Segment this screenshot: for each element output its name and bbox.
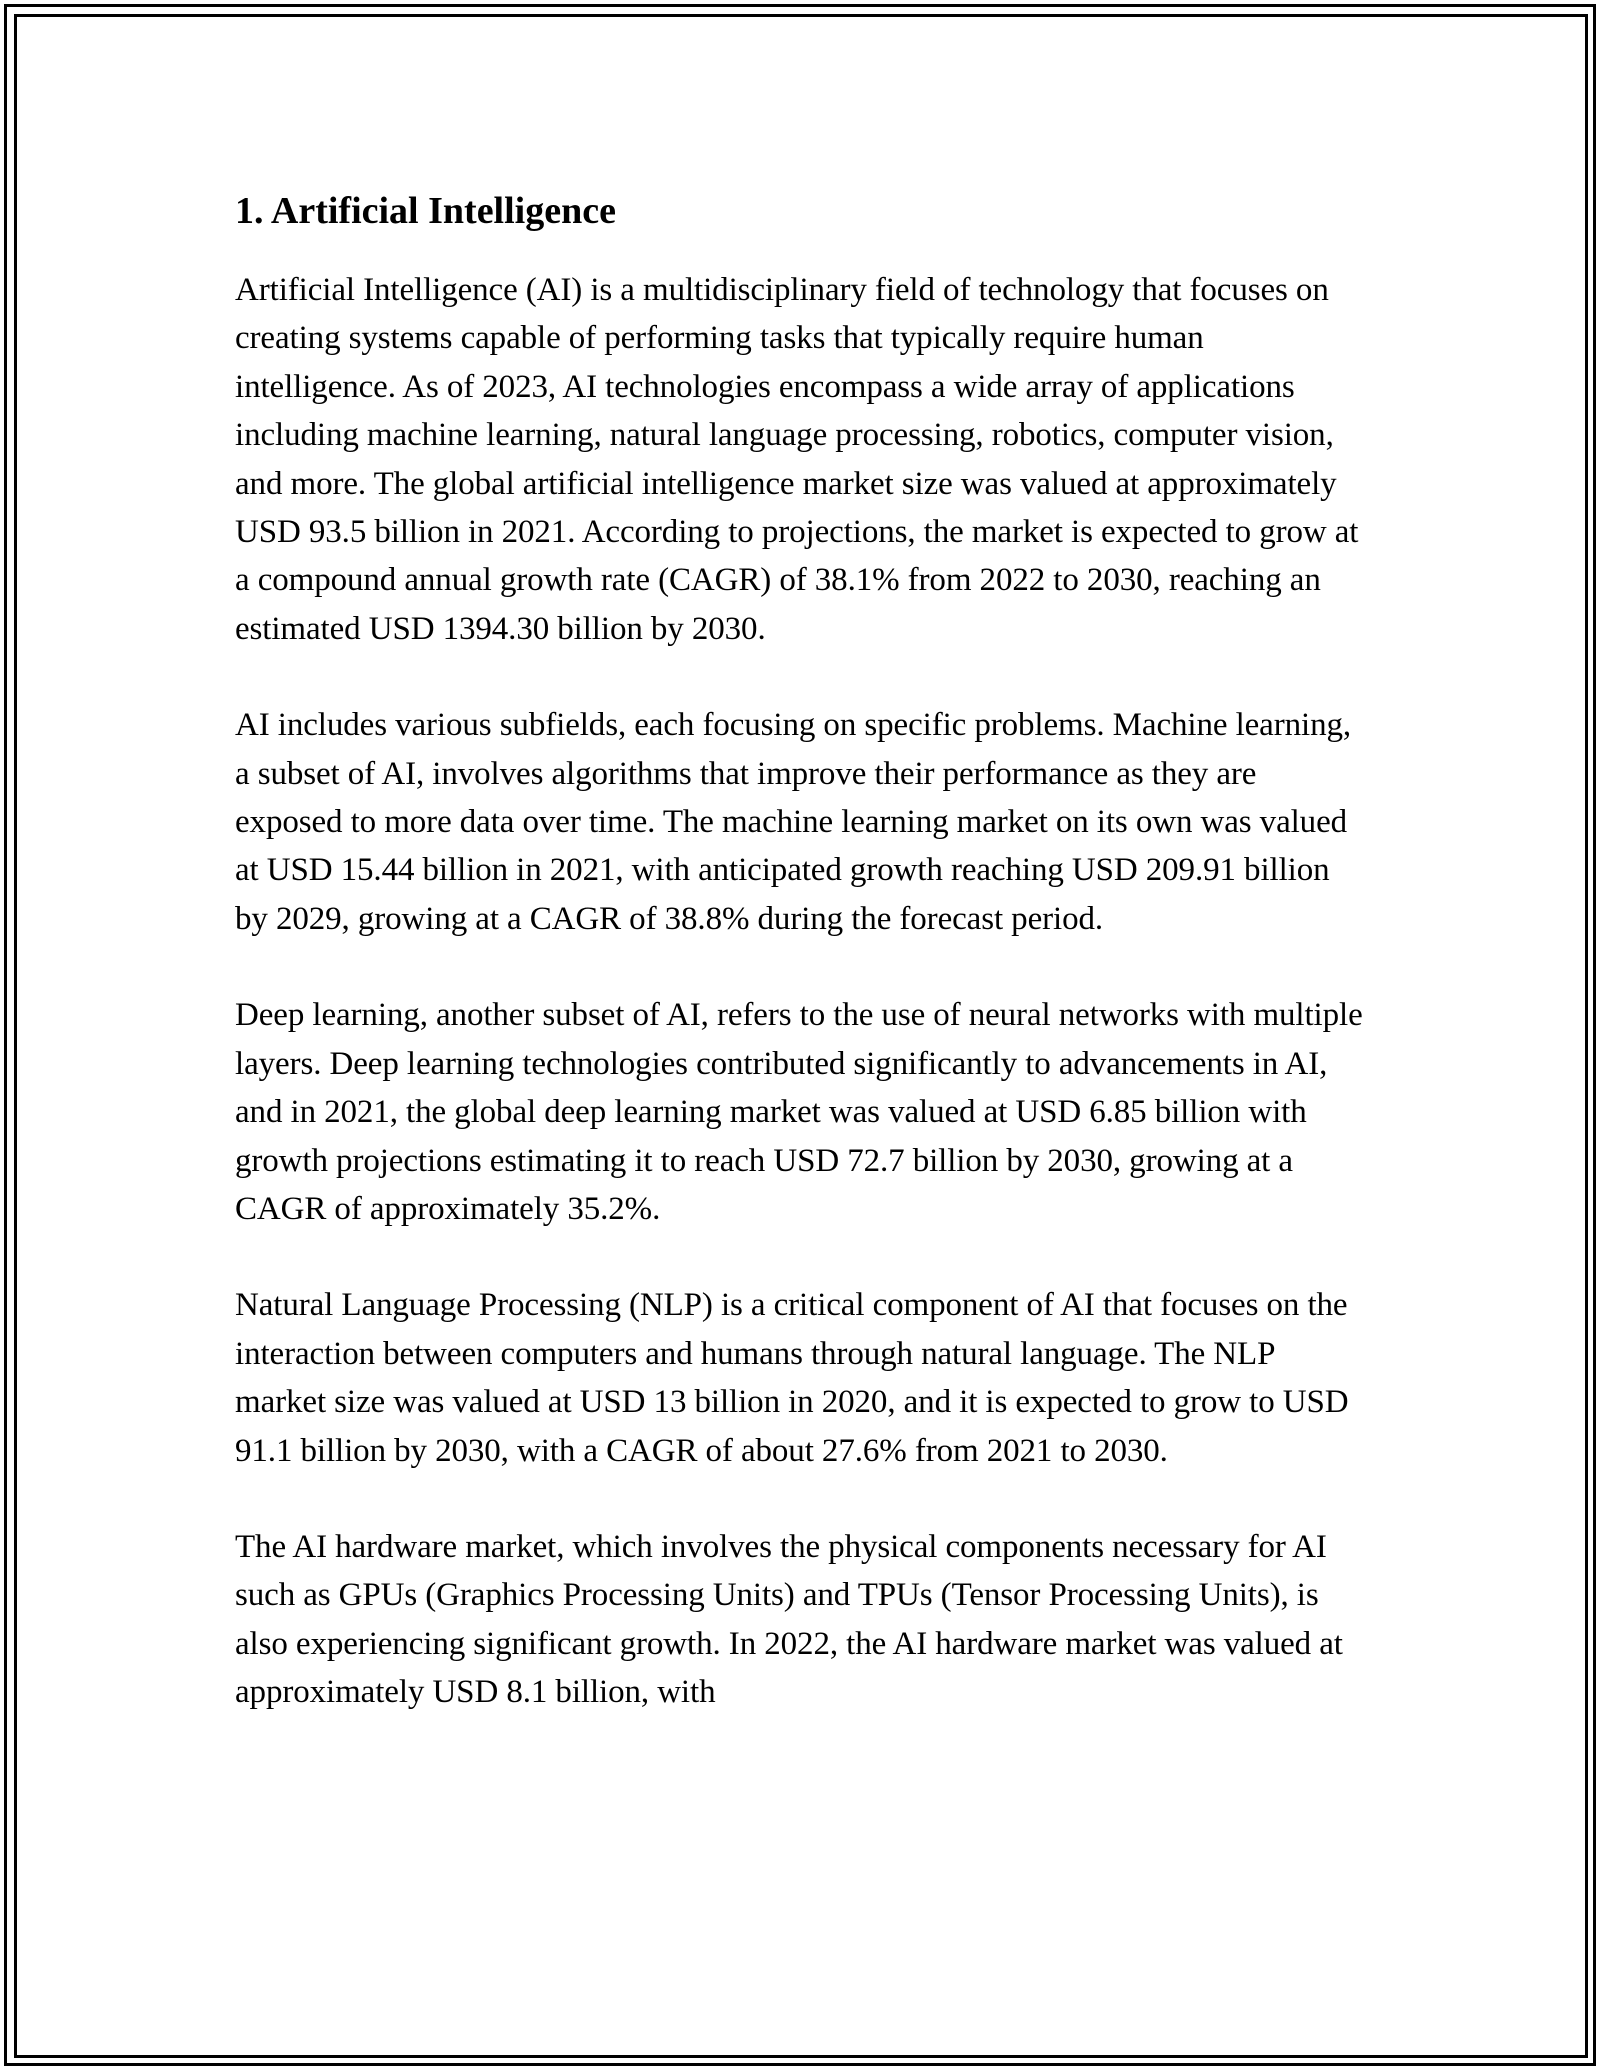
document-body bbox=[235, 184, 1365, 1765]
section-heading: 1. Artificial Intelligence bbox=[235, 190, 616, 232]
paragraph-ai-overview: Artificial Intelligence (AI) is a multidisciplinary field of technology that focuses on creating systems capable of performing tasks that typically require human intelligence. As of 2023, AI technologies encompass a wide array of applications including machine learning, natural language processing, robotics, computer vision, and more. The global artificial intelligence market size was valued at approximately USD 93.5 billion in 2021. According to projections, the market is expected to grow at a compound annual growth rate (CAGR) of 38.1% from 2022 to 2030, reaching an estimated USD 1394.30 billion by 2030. bbox=[235, 272, 1359, 647]
paragraph-nlp: Natural Language Processing (NLP) is a critical component of AI that focuses on the interaction between computers and humans through natural language. The NLP market size was valued at USD 13 billion in 2020, and it is expected to grow to USD 91.1 billion by 2030, with a CAGR of about 27.6% from 2021 to 2030. bbox=[235, 1287, 1349, 1469]
paragraph-machine-learning: AI includes various subfields, each focusing on specific problems. Machine learning, a subset of AI, involves algorithms that improve their performance as they are exposed to more data over time. The machine learning market on its own was valued at USD 15.44 billion in 2021, with anticipated growth reaching USD 209.91 billion by 2029, growing at a CAGR of 38.8% during the forecast period. bbox=[235, 707, 1352, 937]
paragraph-deep-learning: Deep learning, another subset of AI, refers to the use of neural networks with multiple layers. Deep learning technologies contributed significantly to advancements in AI, and in 2021, the global deep learning market was valued at USD 6.85 billion with growth projections estimating it to reach USD 72.7 billion by 2030, growing at a CAGR of approximately 35.2%. bbox=[235, 997, 1363, 1227]
paragraph-ai-hardware: The AI hardware market, which involves the physical components necessary for AI such as GPUs (Graphics Processing Units) and TPUs (Tensor Processing Units), is also experiencing significant growth. In 2022, the AI hardware market was valued at approximately USD 8.1 billion, with bbox=[235, 1528, 1343, 1711]
